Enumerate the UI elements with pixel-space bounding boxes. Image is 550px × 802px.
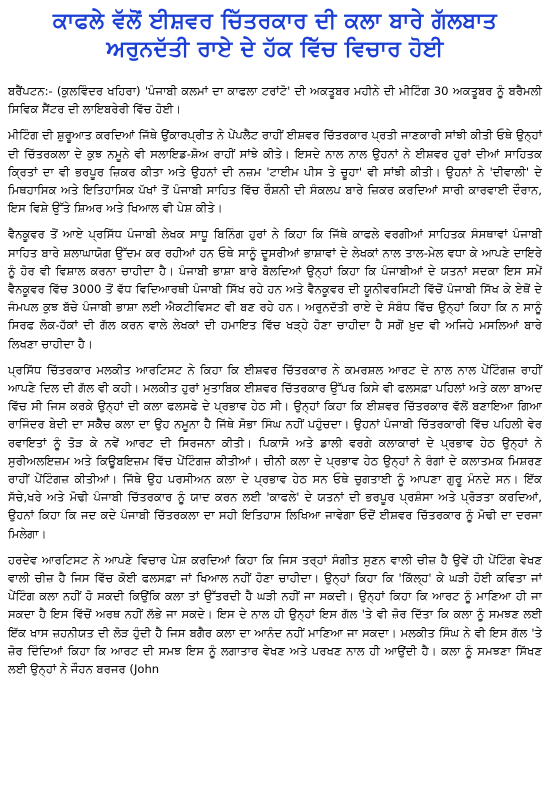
article-body <box>8 82 542 678</box>
title-line-1: ਕਾਫਲੇ ਵੱਲੋਂ ਈਸ਼ਵਰ ਚਿੱਤਰਕਾਰ ਦੀ ਕਲਾ ਬਾਰੇ ਗੱਲਬਾਤ <box>52 9 498 34</box>
article-title <box>8 8 542 64</box>
paragraph-malkit-artist: ਪ੍ਰਸਿੱਧ ਚਿੱਤਰਕਾਰ ਮਲਕੀਤ ਆਰਟਿਸਟ ਨੇ ਕਿਹਾ ਕਿ ਈਸ਼ਵਰ ਚਿੱਤਰਕਾਰ ਨੇ ਕਮਰਸ਼ਲ ਆਰਟ ਦੇ ਨਾਲ ਨਾਲ ਪੇਂਟਿੰਗਜ਼ ਰਾਹੀਂ ਆਪਣੇ ਦਿਲ ਦੀ ਗੱਲ ਵੀ ਕਹੀ। ਮਲਕੀਤ ਹੁਰਾਂ ਮੁਤਾਬਿਕ ਈਸ਼ਵਰ ਚਿੱਤਰਕਾਰ ਉੱਪਰ ਕਿਸੇ ਵੀ ਫਲਸਫ਼ਾ ਪਹਿਲਾਂ ਅਤੇ ਕਲਾ ਬਾਅਦ ਵਿੱਚ ਸੀ ਜਿਸ ਕਰਕੇ ਉਨ੍ਹਾਂ ਦੀ ਕਲਾ ਫਲਸਫੇ ਦੇ ਪ੍ਰਭਾਵ ਹੇਠ ਸੀ। ਉਨ੍ਹਾਂ ਕਿਹਾ ਕਿ ਈਸ਼ਵਰ ਚਿੱਤਰਕਾਰ ਵੱਲੋਂ ਬਣਾਇਆ ਗਿਆ ਰਾਜਿੰਦਰ ਬੇਦੀ ਦਾ ਸਕੈੱਚ ਕਲਾ ਦਾ ਉਹ ਨਮੂਨਾ ਹੈ ਜਿੱਥੇ ਸੋਭਾ ਸਿੰਘ ਨਹੀਂ ਪਹੁੰਚਦਾ। ਉਹਨਾਂ ਪੰਜਾਬੀ ਚਿੱਤਰਕਾਰੀ ਵਿੱਚ ਪਹਿਲੀ ਵੇਰ ਰਵਾਇਤਾਂ ਨੂੰ ਤੋੜ ਕੇ ਨਵੇਂ ਆਰਟ ਦੀ ਸਿਰਜਨਾ ਕੀਤੀ। ਪਿਕਾਸੋ ਅਤੇ ਡਾਲੀ ਵਰਗੇ ਕਲਾਕਾਰਾਂ ਦੇ ਪ੍ਰਭਾਵ ਹੇਠ ਉਨ੍ਹਾਂ ਨੇ ਸੁਰੀਅਲਇਜ਼ਮ ਅਤੇ ਕਿਊਬਇਜ਼ਮ ਵਿੱਚ ਪੇਂਟਿੰਗਜ਼ ਕੀਤੀਆਂ। ਚੀਨੀ ਕਲਾ ਦੇ ਪ੍ਰਭਾਵ ਹੇਠ ਉਨ੍ਹਾਂ ਨੇ ਰੰਗਾਂ ਦੇ ਕਲਾਤਮਕ ਮਿਸ਼ਰਣ ਰਾਹੀਂ ਪੇਂਟਿੰਗਜ਼ ਕੀਤੀਆਂ। ਜਿੱਥੇ ਉਹ ਪਰਸੀਅਨ ਕਲਾ ਦੇ ਪ੍ਰਭਾਵ ਹੇਠ ਸਨ ਓਥੇ ਚੁਗਤਾਈ ਨੂੰ ਆਪਣਾ ਗੁਰੂ ਮੰਨਦੇ ਸਨ। ਇੱਕ ਸੱਚੇ,ਖਰੇ ਅਤੇ ਮੋਢੀ ਪੰਜਾਬੀ ਚਿੱਤਰਕਾਰ ਨੂੰ ਯਾਦ ਕਰਨ ਲਈ 'ਕਾਫਲੇ' ਦੇ ਯਤਨਾਂ ਦੀ ਭਰਪੂਰ ਪ੍ਰਸ਼ੰਸਾ ਅਤੇ ਪ੍ਰੋੜਤਾ ਕਰਦਿਆਂ, ਉਹਨਾਂ ਕਿਹਾ ਕਿ ਜਦ ਕਦੇ ਪੰਜਾਬੀ ਚਿੱਤਰਕਲਾ ਦਾ ਸਹੀ ਇਤਿਹਾਸ ਲਿਖਿਆ ਜਾਵੇਗਾ ਓਦੋਂ ਈਸ਼ਵਰ ਚਿੱਤਰਕਾਰ ਨੂੰ ਮੋਢੀ ਦਾ ਦਰਜਾ ਮਿਲੇਗਾ। <box>8 362 542 541</box>
paragraph-sadhu-binning: ਵੈਨਕੂਵਰ ਤੋਂ ਆਏ ਪ੍ਰਸਿੱਧ ਪੰਜਾਬੀ ਲੇਖਕ ਸਾਧੂ ਬਿਨਿੰਗ ਹੁਰਾਂ ਨੇ ਕਿਹਾ ਕਿ ਜਿੱਥੇ ਕਾਫਲੇ ਵਰਗੀਆਂ ਸਾਹਿਤਕ ਸੰਸਥਾਵਾਂ ਪੰਜਾਬੀ ਸਾਹਿਤ ਬਾਰੇ ਸ਼ਲਾਘਾਯੋਗ ਉੱਦਮ ਕਰ ਰਹੀਆਂ ਹਨ ਓਥੇ ਸਾਨੂੰ ਦੂਸਰੀਆਂ ਭਾਸ਼ਾਵਾਂ ਦੇ ਲੇਖਕਾਂ ਨਾਲ ਤਾਲ-ਮੇਲ ਵਧਾ ਕੇ ਆਪਣੇ ਦਾਇਰੇ ਨੂੰ ਹੋਰ ਵੀ ਵਿਸ਼ਾਲ ਕਰਨਾ ਚਾਹੀਦਾ ਹੈ। ਪੰਜਾਬੀ ਭਾਸ਼ਾ ਬਾਰੇ ਬੋਲਦਿਆਂ ਉਨ੍ਹਾਂ ਕਿਹਾ ਕਿ ਪੰਜਾਬੀਆਂ ਦੇ ਯਤਨਾਂ ਸਦਕਾ ਇਸ ਸਮੇਂ ਵੈਨਕੂਵਰ ਵਿੱਚ 3000 ਤੋਂ ਵੱਧ ਵਿਦਿਆਰਥੀ ਪੰਜਾਬੀ ਸਿੱਖ ਰਹੇ ਹਨ ਅਤੇ ਵੈਨਕੂਵਰ ਦੀ ਯੂਨੀਵਰਸਿਟੀ ਵਿੱਚੋਂ ਪੰਜਾਬੀ ਸਿੱਖ ਕੇ ਏਥੋਂ ਦੇ ਜੰਮਪਲ ਕੁਝ ਬੱਚੇ ਪੰਜਾਬੀ ਭਾਸ਼ਾ ਲਈ ਐਕਟੀਵਿਸਟ ਵੀ ਬਣ ਰਹੇ ਹਨ। ਅਰੁਨਦੱਤੀ ਰਾਏ ਦੇ ਸੰਬੰਧ ਵਿੱਚ ਉਨ੍ਹਾਂ ਕਿਹਾ ਕਿ ਨ ਸਾਨੂੰ ਸਿਰਫ ਲੋਕ-ਹੱਕਾਂ ਦੀ ਗੱਲ ਕਰਨ ਵਾਲੇ ਲੇਖਕਾਂ ਦੀ ਹਮਾਇਤ ਵਿੱਚ ਖੜ੍ਹੇ ਹੋਣਾ ਚਾਹੀਦਾ ਹੈ ਸਗੋਂ ਖ਼ੁਦ ਵੀ ਅਜਿਹੇ ਮਸਲਿਆਂ ਬਾਰੇ ਲਿਖਣਾ ਚਾਹੀਦਾ ਹੈ। <box>8 227 542 351</box>
paragraph-intro: ਬਰੈਂਪਟਨ:- (ਕੁਲਵਿੰਦਰ ਖਹਿਰਾ) 'ਪੰਜਾਬੀ ਕਲਮਾਂ ਦਾ ਕਾਫਲਾ ਟਰਾਂਟੋ' ਦੀ ਅਕਤੂਬਰ ਮਹੀਨੇ ਦੀ ਮੀਟਿੰਗ 30 ਅਕਤੂਬਰ ਨੂੰ ਬਰੈਮਲੀ ਸਿਵਿਕ ਸੈਂਟਰ ਦੀ ਲਾਇਬਰੇਰੀ ਵਿੱਚ ਹੋਈ। <box>8 84 542 117</box>
paragraph-meeting-start: ਮੀਟਿੰਗ ਦੀ ਸ਼ੁਰੂਆਤ ਕਰਦਿਆਂ ਜਿੱਥੇ ਉਂਕਾਰਪ੍ਰੀਤ ਨੇ ਪੇਂਪਲੈਟ ਰਾਹੀਂ ਈਸ਼ਵਰ ਚਿੱਤਰਕਾਰ ਪ੍ਰਤੀ ਜਾਣਕਾਰੀ ਸਾਂਝੀ ਕੀਤੀ ਓਥੇ ਉਨ੍ਹਾਂ ਦੀ ਚਿੱਤਰਕਲਾ ਦੇ ਕੁਝ ਨਮੂਨੇ ਵੀ ਸਲਾਇਡ-ਸ਼ੋਅ ਰਾਹੀਂ ਸਾਂਝੇ ਕੀਤੇ। ਇਸਦੇ ਨਾਲ ਨਾਲ ਉਹਨਾਂ ਨੇ ਈਸ਼ਵਰ ਹੁਰਾਂ ਦੀਆਂ ਸਾਹਿਤਕ ਕ੍ਰਿਤਾਂ ਦਾ ਵੀ ਭਰਪੂਰ ਜ਼ਿਕਰ ਕੀਤਾ ਅਤੇ ਉਹਨਾਂ ਦੀ ਨਜ਼ਮ 'ਟਾਈਮ ਪੀਸ ਤੇ ਚੂਹਾ' ਵੀ ਸਾਂਝੀ ਕੀਤੀ। ਉਹਨਾਂ ਨੇ 'ਦੀਵਾਲੀ' ਦੇ ਮਿਥਹਾਸਿਕ ਅਤੇ ਇਤਿਹਾਸਿਕ ਪੱਖਾਂ ਤੋਂ ਪੰਜਾਬੀ ਸਾਹਿਤ ਵਿੱਚ ਰੌਸ਼ਨੀ ਦੀ ਸੰਕਲਪ ਬਾਰੇ ਜ਼ਿਕਰ ਕਰਦਿਆਂ ਸਾਰੀ ਕਾਰਵਾਈ ਦੌਰਾਨ, ਇਸ ਵਿਸ਼ੇ ਉੱਤੇ ਸ਼ਿਅਰ ਅਤੇ ਖਿਆਲ ਵੀ ਪੇਸ਼ ਕੀਤੇ। <box>8 128 542 216</box>
title-line-2: ਅਰੁਨਦੱਤੀ ਰਾਏ ਦੇ ਹੱਕ ਵਿੱਚ ਵਿਚਾਰ ਹੋਈ <box>106 37 444 62</box>
paragraph-hardev-artist: ਹਰਦੇਵ ਆਰਟਿਸਟ ਨੇ ਆਪਣੇ ਵਿਚਾਰ ਪੇਸ਼ ਕਰਦਿਆਂ ਕਿਹਾ ਕਿ ਜਿਸ ਤਰ੍ਹਾਂ ਸੰਗੀਤ ਸੁਣਨ ਵਾਲੀ ਚੀਜ਼ ਹੈ ਉਵੇਂ ਹੀ ਪੇਂਟਿੰਗ ਵੇਖਣ ਵਾਲੀ ਚੀਜ਼ ਹੈ ਜਿਸ ਵਿੱਚ ਕੋਈ ਫਲਸਫ਼ਾ ਜਾਂ ਖਿਆਲ ਨਹੀਂ ਹੋਣਾ ਚਾਹੀਦਾ। ਉਨ੍ਹਾਂ ਕਿਹਾ ਕਿ 'ਕਿੱਲ੍ਹ' ਕੇ ਘੜੀ ਹੋਈ ਕਵਿਤਾ ਜਾਂ ਪੇਂਟਿੰਗ ਕਲਾ ਨਹੀਂ ਹੋ ਸਕਦੀ ਕਿਉਂਕਿ ਕਲਾ ਤਾਂ ਉੱਤਰਦੀ ਹੈ ਘੜੀ ਨਹੀਂ ਜਾ ਸਕਦੀ। ਉਨ੍ਹਾਂ ਕਿਹਾ ਕਿ ਆਰਟ ਨੂੰ ਮਾਣਿਆ ਹੀ ਜਾ ਸਕਦਾ ਹੈ ਇਸ ਵਿੱਚੋਂ ਅਰਥ ਨਹੀਂ ਲੱਭੇ ਜਾ ਸਕਦੇ। ਇਸ ਦੇ ਨਾਲ ਹੀ ਉਨ੍ਹਾਂ ਇਸ ਗੱਲ 'ਤੇ ਵੀ ਜ਼ੋਰ ਦਿੱਤਾ ਕਿ ਕਲਾ ਨੂੰ ਸਮਝਣ ਲਈ ਇੱਕ ਖਾਸ ਜ਼ਹਨੀਯਤ ਦੀ ਲੋੜ ਹੁੰਦੀ ਹੈ ਜਿਸ ਬਗੈਰ ਕਲਾ ਦਾ ਆਨੰਦ ਨਹੀਂ ਮਾਣਿਆ ਜਾ ਸਕਦਾ। ਮਲਕੀਤ ਸਿੰਘ ਨੇ ਵੀ ਇਸ ਗੱਲ 'ਤੇ ਜ਼ੋਰ ਦਿੰਦਿਆਂ ਕਿਹਾ ਕਿ ਆਰਟ ਦੀ ਸਮਝ ਇਸ ਨੂੰ ਲਗਾਤਾਰ ਵੇਖਣ ਅਤੇ ਪਰਖਣ ਨਾਲ ਹੀ ਆਉਂਦੀ ਹੈ। ਕਲਾ ਨੂੰ ਸਮਝਣਾ ਸਿੱਖਣ ਲਈ ਉਨ੍ਹਾਂ ਨੇ ਜੌਹਨ ਬਰਜਰ (John <box>8 552 542 677</box>
